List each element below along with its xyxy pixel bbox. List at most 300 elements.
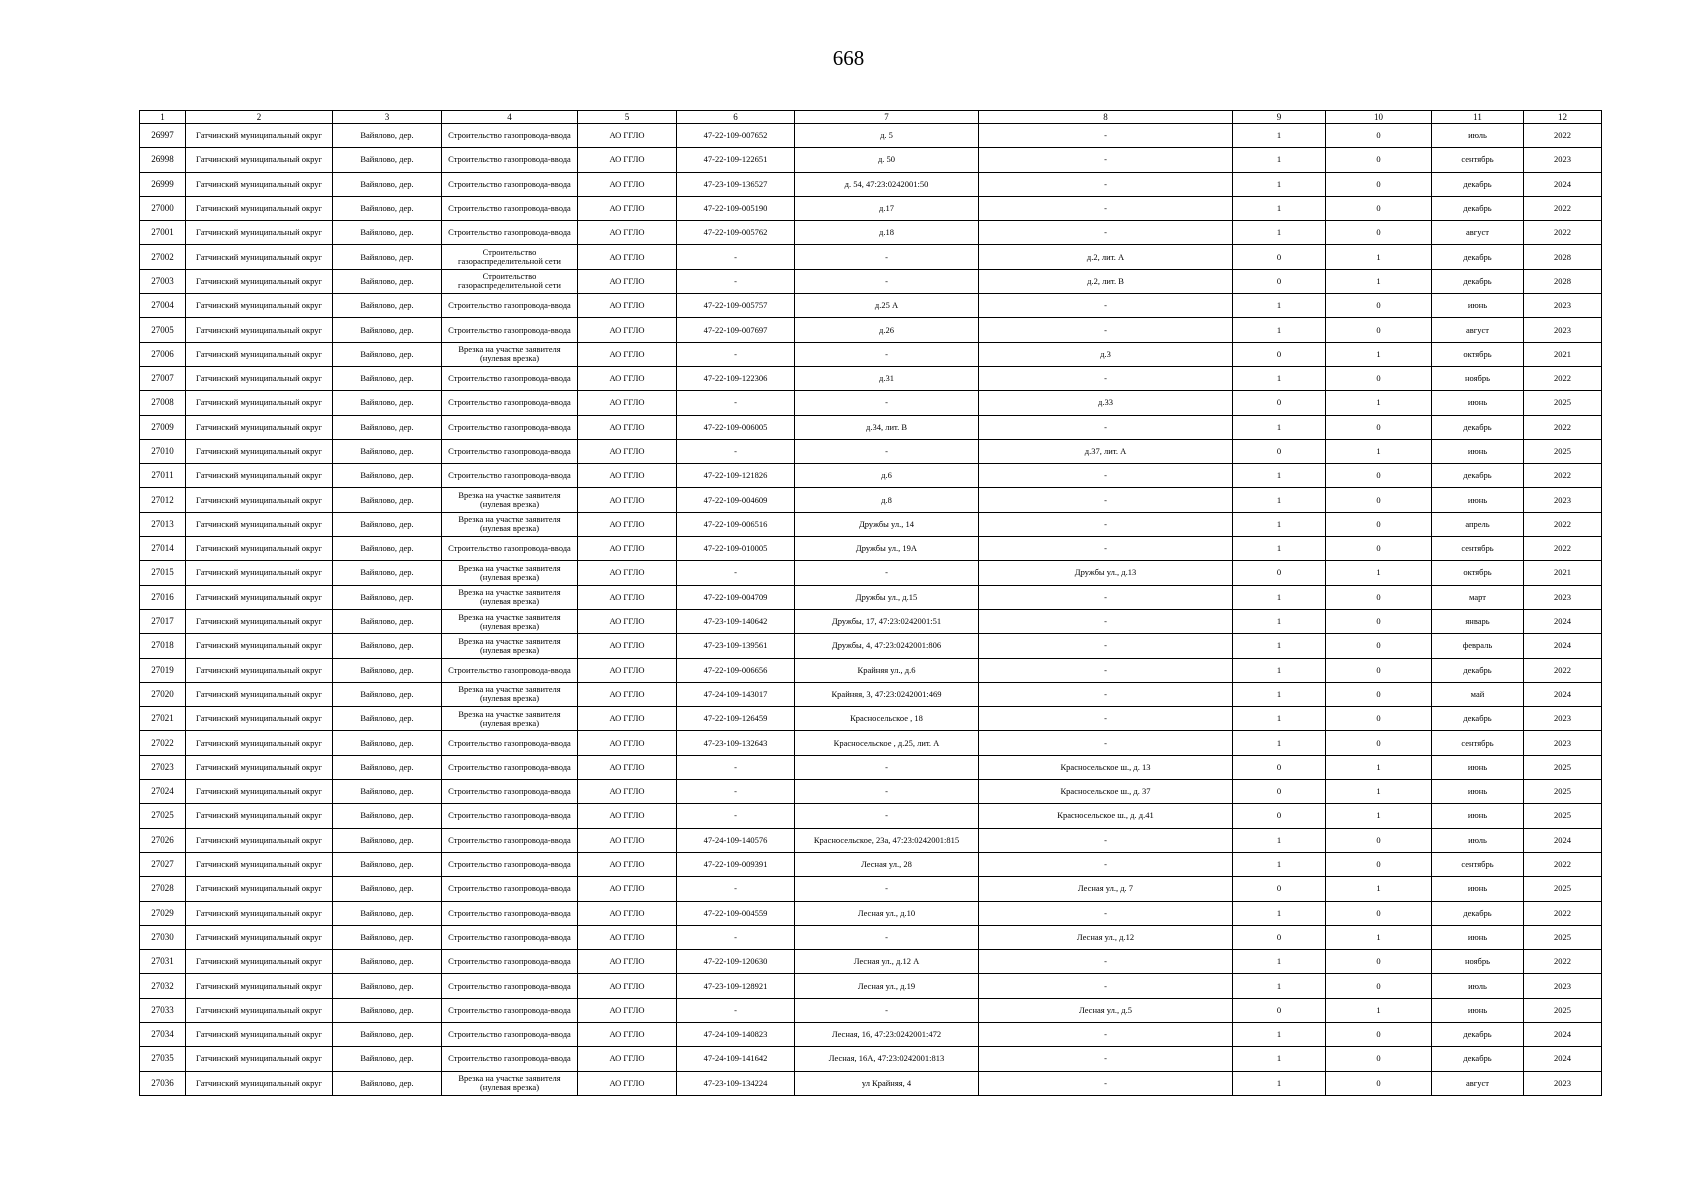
column-header: 6 <box>677 111 795 124</box>
object-address-cell: - <box>979 148 1233 172</box>
district-cell: Гатчинский муниципальный округ <box>186 196 333 220</box>
settlement-cell: Вайялово, дер. <box>333 1022 442 1046</box>
table-row <box>140 780 1602 804</box>
month-cell: апрель <box>1432 512 1524 536</box>
count-a-cell: 0 <box>1233 998 1326 1022</box>
table-row <box>140 415 1602 439</box>
count-b-cell: 0 <box>1326 1071 1432 1095</box>
work-type-cell: Врезка на участке заявителя (нулевая врезка) <box>442 561 578 585</box>
object-address-cell: - <box>979 196 1233 220</box>
object-address-cell: д.3 <box>979 342 1233 366</box>
count-b-cell: 0 <box>1326 585 1432 609</box>
count-b-cell: 0 <box>1326 221 1432 245</box>
row-number-cell: 27013 <box>140 512 186 536</box>
work-type-cell: Строительство газопровода-ввода <box>442 974 578 998</box>
application-number-cell: 47-22-109-005762 <box>677 221 795 245</box>
count-b-cell: 0 <box>1326 124 1432 148</box>
year-cell: 2023 <box>1524 585 1602 609</box>
settlement-cell: Вайялово, дер. <box>333 342 442 366</box>
count-a-cell: 1 <box>1233 294 1326 318</box>
address-cell: - <box>795 925 979 949</box>
count-a-cell: 1 <box>1233 852 1326 876</box>
count-b-cell: 0 <box>1326 488 1432 512</box>
count-a-cell: 0 <box>1233 780 1326 804</box>
row-number-cell: 27030 <box>140 925 186 949</box>
month-cell: февраль <box>1432 634 1524 658</box>
settlement-cell: Вайялово, дер. <box>333 877 442 901</box>
count-b-cell: 0 <box>1326 950 1432 974</box>
count-b-cell: 0 <box>1326 512 1432 536</box>
application-number-cell: 47-22-109-120630 <box>677 950 795 974</box>
count-a-cell: 1 <box>1233 634 1326 658</box>
organization-cell: АО ГГЛО <box>578 780 677 804</box>
table-row <box>140 537 1602 561</box>
organization-cell: АО ГГЛО <box>578 852 677 876</box>
settlement-cell: Вайялово, дер. <box>333 172 442 196</box>
work-type-cell: Строительство газопровода-ввода <box>442 172 578 196</box>
object-address-cell: - <box>979 1022 1233 1046</box>
organization-cell: АО ГГЛО <box>578 585 677 609</box>
work-type-cell: Строительство газопровода-ввода <box>442 877 578 901</box>
address-cell: - <box>795 342 979 366</box>
table-row <box>140 634 1602 658</box>
application-number-cell: 47-22-109-004559 <box>677 901 795 925</box>
year-cell: 2022 <box>1524 221 1602 245</box>
settlement-cell: Вайялово, дер. <box>333 464 442 488</box>
count-b-cell: 0 <box>1326 609 1432 633</box>
count-b-cell: 1 <box>1326 269 1432 293</box>
row-number-cell: 27001 <box>140 221 186 245</box>
address-cell: Лесная ул., д.19 <box>795 974 979 998</box>
table-row <box>140 221 1602 245</box>
district-cell: Гатчинский муниципальный округ <box>186 124 333 148</box>
work-type-cell: Строительство газопровода-ввода <box>442 537 578 561</box>
column-header: 2 <box>186 111 333 124</box>
application-number-cell: - <box>677 245 795 269</box>
count-b-cell: 1 <box>1326 342 1432 366</box>
settlement-cell: Вайялово, дер. <box>333 974 442 998</box>
row-number-cell: 27021 <box>140 707 186 731</box>
application-number-cell: 47-22-109-122306 <box>677 366 795 390</box>
organization-cell: АО ГГЛО <box>578 731 677 755</box>
count-a-cell: 0 <box>1233 561 1326 585</box>
month-cell: сентябрь <box>1432 731 1524 755</box>
month-cell: декабрь <box>1432 269 1524 293</box>
work-type-cell: Строительство газопровода-ввода <box>442 828 578 852</box>
count-b-cell: 0 <box>1326 318 1432 342</box>
district-cell: Гатчинский муниципальный округ <box>186 609 333 633</box>
work-type-cell: Врезка на участке заявителя (нулевая врезка) <box>442 634 578 658</box>
row-number-cell: 27012 <box>140 488 186 512</box>
year-cell: 2024 <box>1524 1022 1602 1046</box>
object-address-cell: д.2, лит. А <box>979 245 1233 269</box>
year-cell: 2025 <box>1524 780 1602 804</box>
settlement-cell: Вайялово, дер. <box>333 1047 442 1071</box>
table-row <box>140 561 1602 585</box>
row-number-cell: 26997 <box>140 124 186 148</box>
row-number-cell: 27035 <box>140 1047 186 1071</box>
object-address-cell: - <box>979 1047 1233 1071</box>
address-cell: д.17 <box>795 196 979 220</box>
row-number-cell: 27014 <box>140 537 186 561</box>
table-row <box>140 196 1602 220</box>
row-number-cell: 27008 <box>140 391 186 415</box>
organization-cell: АО ГГЛО <box>578 269 677 293</box>
year-cell: 2024 <box>1524 634 1602 658</box>
month-cell: июнь <box>1432 925 1524 949</box>
object-address-cell: - <box>979 464 1233 488</box>
district-cell: Гатчинский муниципальный округ <box>186 148 333 172</box>
count-a-cell: 1 <box>1233 415 1326 439</box>
page-number: 668 <box>832 46 865 70</box>
work-type-cell: Строительство газопровода-ввода <box>442 196 578 220</box>
count-a-cell: 1 <box>1233 658 1326 682</box>
settlement-cell: Вайялово, дер. <box>333 196 442 220</box>
organization-cell: АО ГГЛО <box>578 950 677 974</box>
year-cell: 2023 <box>1524 148 1602 172</box>
application-number-cell: - <box>677 342 795 366</box>
settlement-cell: Вайялово, дер. <box>333 148 442 172</box>
table-row <box>140 1022 1602 1046</box>
month-cell: декабрь <box>1432 658 1524 682</box>
work-type-cell: Строительство газопровода-ввода <box>442 415 578 439</box>
count-b-cell: 1 <box>1326 391 1432 415</box>
work-type-cell: Врезка на участке заявителя (нулевая врезка) <box>442 1071 578 1095</box>
address-cell: д. 54, 47:23:0242001:50 <box>795 172 979 196</box>
address-cell: Дружбы ул., 19А <box>795 537 979 561</box>
year-cell: 2025 <box>1524 925 1602 949</box>
work-type-cell: Строительство газораспределительной сети <box>442 245 578 269</box>
column-header: 8 <box>979 111 1233 124</box>
address-cell: Лесная, 16, 47:23:0242001:472 <box>795 1022 979 1046</box>
application-number-cell: - <box>677 269 795 293</box>
month-cell: октябрь <box>1432 561 1524 585</box>
year-cell: 2022 <box>1524 852 1602 876</box>
column-header: 3 <box>333 111 442 124</box>
table-row <box>140 804 1602 828</box>
year-cell: 2022 <box>1524 124 1602 148</box>
organization-cell: АО ГГЛО <box>578 561 677 585</box>
object-address-cell: - <box>979 950 1233 974</box>
table-row <box>140 488 1602 512</box>
year-cell: 2021 <box>1524 342 1602 366</box>
month-cell: декабрь <box>1432 196 1524 220</box>
year-cell: 2022 <box>1524 415 1602 439</box>
month-cell: июнь <box>1432 439 1524 463</box>
row-number-cell: 27015 <box>140 561 186 585</box>
work-type-cell: Строительство газопровода-ввода <box>442 318 578 342</box>
year-cell: 2023 <box>1524 294 1602 318</box>
count-b-cell: 0 <box>1326 294 1432 318</box>
work-type-cell: Строительство газопровода-ввода <box>442 658 578 682</box>
object-address-cell: - <box>979 901 1233 925</box>
count-a-cell: 1 <box>1233 148 1326 172</box>
month-cell: декабрь <box>1432 415 1524 439</box>
row-number-cell: 27034 <box>140 1022 186 1046</box>
district-cell: Гатчинский муниципальный округ <box>186 391 333 415</box>
address-cell: д.31 <box>795 366 979 390</box>
work-type-cell: Строительство газопровода-ввода <box>442 901 578 925</box>
application-number-cell: 47-22-109-005190 <box>677 196 795 220</box>
row-number-cell: 27004 <box>140 294 186 318</box>
address-cell: - <box>795 391 979 415</box>
count-b-cell: 0 <box>1326 464 1432 488</box>
application-number-cell: 47-22-109-007652 <box>677 124 795 148</box>
object-address-cell: - <box>979 634 1233 658</box>
organization-cell: АО ГГЛО <box>578 294 677 318</box>
settlement-cell: Вайялово, дер. <box>333 828 442 852</box>
organization-cell: АО ГГЛО <box>578 196 677 220</box>
count-b-cell: 1 <box>1326 780 1432 804</box>
count-a-cell: 1 <box>1233 828 1326 852</box>
month-cell: декабрь <box>1432 901 1524 925</box>
year-cell: 2023 <box>1524 707 1602 731</box>
district-cell: Гатчинский муниципальный округ <box>186 780 333 804</box>
count-a-cell: 1 <box>1233 1047 1326 1071</box>
address-cell: Лесная ул., д.12 А <box>795 950 979 974</box>
table-row <box>140 1071 1602 1095</box>
year-cell: 2022 <box>1524 537 1602 561</box>
address-cell: - <box>795 780 979 804</box>
work-type-cell: Строительство газопровода-ввода <box>442 925 578 949</box>
year-cell: 2024 <box>1524 682 1602 706</box>
column-header: 4 <box>442 111 578 124</box>
count-a-cell: 0 <box>1233 925 1326 949</box>
district-cell: Гатчинский муниципальный округ <box>186 1022 333 1046</box>
organization-cell: АО ГГЛО <box>578 925 677 949</box>
work-type-cell: Строительство газопровода-ввода <box>442 464 578 488</box>
settlement-cell: Вайялово, дер. <box>333 998 442 1022</box>
count-a-cell: 1 <box>1233 731 1326 755</box>
organization-cell: АО ГГЛО <box>578 124 677 148</box>
object-address-cell: д.2, лит. В <box>979 269 1233 293</box>
organization-cell: АО ГГЛО <box>578 609 677 633</box>
object-address-cell: - <box>979 415 1233 439</box>
count-b-cell: 0 <box>1326 1022 1432 1046</box>
column-header: 10 <box>1326 111 1432 124</box>
work-type-cell: Строительство газопровода-ввода <box>442 294 578 318</box>
organization-cell: АО ГГЛО <box>578 318 677 342</box>
count-a-cell: 1 <box>1233 464 1326 488</box>
table-row <box>140 318 1602 342</box>
object-address-cell: - <box>979 294 1233 318</box>
year-cell: 2025 <box>1524 998 1602 1022</box>
month-cell: декабрь <box>1432 1047 1524 1071</box>
application-number-cell: 47-23-109-139561 <box>677 634 795 658</box>
count-a-cell: 0 <box>1233 245 1326 269</box>
application-number-cell: 47-24-109-143017 <box>677 682 795 706</box>
row-number-cell: 27025 <box>140 804 186 828</box>
object-address-cell: - <box>979 221 1233 245</box>
application-number-cell: 47-23-109-132643 <box>677 731 795 755</box>
row-number-cell: 27011 <box>140 464 186 488</box>
organization-cell: АО ГГЛО <box>578 1071 677 1095</box>
district-cell: Гатчинский муниципальный округ <box>186 585 333 609</box>
application-number-cell: 47-23-109-128921 <box>677 974 795 998</box>
count-b-cell: 0 <box>1326 196 1432 220</box>
row-number-cell: 27029 <box>140 901 186 925</box>
year-cell: 2021 <box>1524 561 1602 585</box>
table-row <box>140 342 1602 366</box>
district-cell: Гатчинский муниципальный округ <box>186 634 333 658</box>
settlement-cell: Вайялово, дер. <box>333 634 442 658</box>
year-cell: 2025 <box>1524 439 1602 463</box>
count-a-cell: 1 <box>1233 124 1326 148</box>
address-cell: - <box>795 998 979 1022</box>
row-number-cell: 27017 <box>140 609 186 633</box>
count-a-cell: 1 <box>1233 221 1326 245</box>
month-cell: сентябрь <box>1432 537 1524 561</box>
year-cell: 2024 <box>1524 828 1602 852</box>
organization-cell: АО ГГЛО <box>578 1022 677 1046</box>
work-type-cell: Строительство газопровода-ввода <box>442 439 578 463</box>
district-cell: Гатчинский муниципальный округ <box>186 537 333 561</box>
address-cell: д.26 <box>795 318 979 342</box>
month-cell: июнь <box>1432 998 1524 1022</box>
table-row <box>140 512 1602 536</box>
year-cell: 2022 <box>1524 658 1602 682</box>
organization-cell: АО ГГЛО <box>578 342 677 366</box>
work-type-cell: Строительство газопровода-ввода <box>442 391 578 415</box>
district-cell: Гатчинский муниципальный округ <box>186 974 333 998</box>
count-a-cell: 0 <box>1233 877 1326 901</box>
organization-cell: АО ГГЛО <box>578 391 677 415</box>
organization-cell: АО ГГЛО <box>578 415 677 439</box>
month-cell: июнь <box>1432 804 1524 828</box>
object-address-cell: Красносельское ш., д. 13 <box>979 755 1233 779</box>
settlement-cell: Вайялово, дер. <box>333 512 442 536</box>
district-cell: Гатчинский муниципальный округ <box>186 439 333 463</box>
month-cell: август <box>1432 1071 1524 1095</box>
address-cell: Лесная ул., д.10 <box>795 901 979 925</box>
settlement-cell: Вайялово, дер. <box>333 318 442 342</box>
count-a-cell: 0 <box>1233 269 1326 293</box>
application-number-cell: 47-23-109-136527 <box>677 172 795 196</box>
district-cell: Гатчинский муниципальный округ <box>186 561 333 585</box>
address-cell: д. 5 <box>795 124 979 148</box>
row-number-cell: 26999 <box>140 172 186 196</box>
count-a-cell: 0 <box>1233 804 1326 828</box>
address-cell: д.8 <box>795 488 979 512</box>
year-cell: 2023 <box>1524 974 1602 998</box>
year-cell: 2025 <box>1524 877 1602 901</box>
table-row <box>140 269 1602 293</box>
address-cell: д.18 <box>795 221 979 245</box>
count-a-cell: 1 <box>1233 512 1326 536</box>
work-type-cell: Врезка на участке заявителя (нулевая врезка) <box>442 609 578 633</box>
work-type-cell: Строительство газопровода-ввода <box>442 1022 578 1046</box>
month-cell: июнь <box>1432 488 1524 512</box>
table-row <box>140 828 1602 852</box>
address-cell: Красносельское, 23а, 47:23:0242001:815 <box>795 828 979 852</box>
year-cell: 2028 <box>1524 269 1602 293</box>
row-number-cell: 27016 <box>140 585 186 609</box>
count-a-cell: 0 <box>1233 755 1326 779</box>
count-b-cell: 0 <box>1326 537 1432 561</box>
count-b-cell: 1 <box>1326 877 1432 901</box>
month-cell: август <box>1432 318 1524 342</box>
address-cell: Дружбы ул., д.15 <box>795 585 979 609</box>
column-header: 1 <box>140 111 186 124</box>
settlement-cell: Вайялово, дер. <box>333 682 442 706</box>
organization-cell: АО ГГЛО <box>578 877 677 901</box>
application-number-cell: 47-24-109-140823 <box>677 1022 795 1046</box>
settlement-cell: Вайялово, дер. <box>333 707 442 731</box>
organization-cell: АО ГГЛО <box>578 366 677 390</box>
object-address-cell: - <box>979 585 1233 609</box>
district-cell: Гатчинский муниципальный округ <box>186 682 333 706</box>
header-row <box>140 111 1602 124</box>
address-cell: д.25 А <box>795 294 979 318</box>
count-b-cell: 1 <box>1326 804 1432 828</box>
object-address-cell: Красносельское ш., д. д.41 <box>979 804 1233 828</box>
count-b-cell: 0 <box>1326 172 1432 196</box>
count-b-cell: 0 <box>1326 634 1432 658</box>
object-address-cell: - <box>979 537 1233 561</box>
object-address-cell: - <box>979 366 1233 390</box>
row-number-cell: 27018 <box>140 634 186 658</box>
work-type-cell: Строительство газопровода-ввода <box>442 1047 578 1071</box>
application-number-cell: - <box>677 804 795 828</box>
address-cell: д. 50 <box>795 148 979 172</box>
address-cell: - <box>795 439 979 463</box>
address-cell: - <box>795 269 979 293</box>
count-b-cell: 0 <box>1326 707 1432 731</box>
application-number-cell: 47-22-109-006005 <box>677 415 795 439</box>
organization-cell: АО ГГЛО <box>578 755 677 779</box>
work-type-cell: Строительство газопровода-ввода <box>442 950 578 974</box>
count-b-cell: 1 <box>1326 998 1432 1022</box>
organization-cell: АО ГГЛО <box>578 707 677 731</box>
application-number-cell: 47-24-109-140576 <box>677 828 795 852</box>
table-row <box>140 731 1602 755</box>
district-cell: Гатчинский муниципальный округ <box>186 707 333 731</box>
organization-cell: АО ГГЛО <box>578 172 677 196</box>
organization-cell: АО ГГЛО <box>578 245 677 269</box>
row-number-cell: 27031 <box>140 950 186 974</box>
address-cell: - <box>795 755 979 779</box>
month-cell: июнь <box>1432 391 1524 415</box>
work-type-cell: Строительство газопровода-ввода <box>442 148 578 172</box>
settlement-cell: Вайялово, дер. <box>333 658 442 682</box>
settlement-cell: Вайялово, дер. <box>333 1071 442 1095</box>
district-cell: Гатчинский муниципальный округ <box>186 925 333 949</box>
month-cell: сентябрь <box>1432 852 1524 876</box>
application-number-cell: 47-22-109-005757 <box>677 294 795 318</box>
work-type-cell: Строительство газопровода-ввода <box>442 731 578 755</box>
settlement-cell: Вайялово, дер. <box>333 901 442 925</box>
settlement-cell: Вайялово, дер. <box>333 561 442 585</box>
settlement-cell: Вайялово, дер. <box>333 124 442 148</box>
table-row <box>140 925 1602 949</box>
settlement-cell: Вайялово, дер. <box>333 950 442 974</box>
address-cell: Крайняя, 3, 47:23:0242001:469 <box>795 682 979 706</box>
count-b-cell: 1 <box>1326 245 1432 269</box>
count-b-cell: 1 <box>1326 755 1432 779</box>
district-cell: Гатчинский муниципальный округ <box>186 318 333 342</box>
year-cell: 2025 <box>1524 804 1602 828</box>
row-number-cell: 27028 <box>140 877 186 901</box>
district-cell: Гатчинский муниципальный округ <box>186 172 333 196</box>
row-number-cell: 27002 <box>140 245 186 269</box>
year-cell: 2024 <box>1524 172 1602 196</box>
application-number-cell: 47-22-109-010005 <box>677 537 795 561</box>
count-b-cell: 1 <box>1326 925 1432 949</box>
count-a-cell: 1 <box>1233 974 1326 998</box>
count-b-cell: 0 <box>1326 852 1432 876</box>
month-cell: январь <box>1432 609 1524 633</box>
month-cell: июнь <box>1432 780 1524 804</box>
